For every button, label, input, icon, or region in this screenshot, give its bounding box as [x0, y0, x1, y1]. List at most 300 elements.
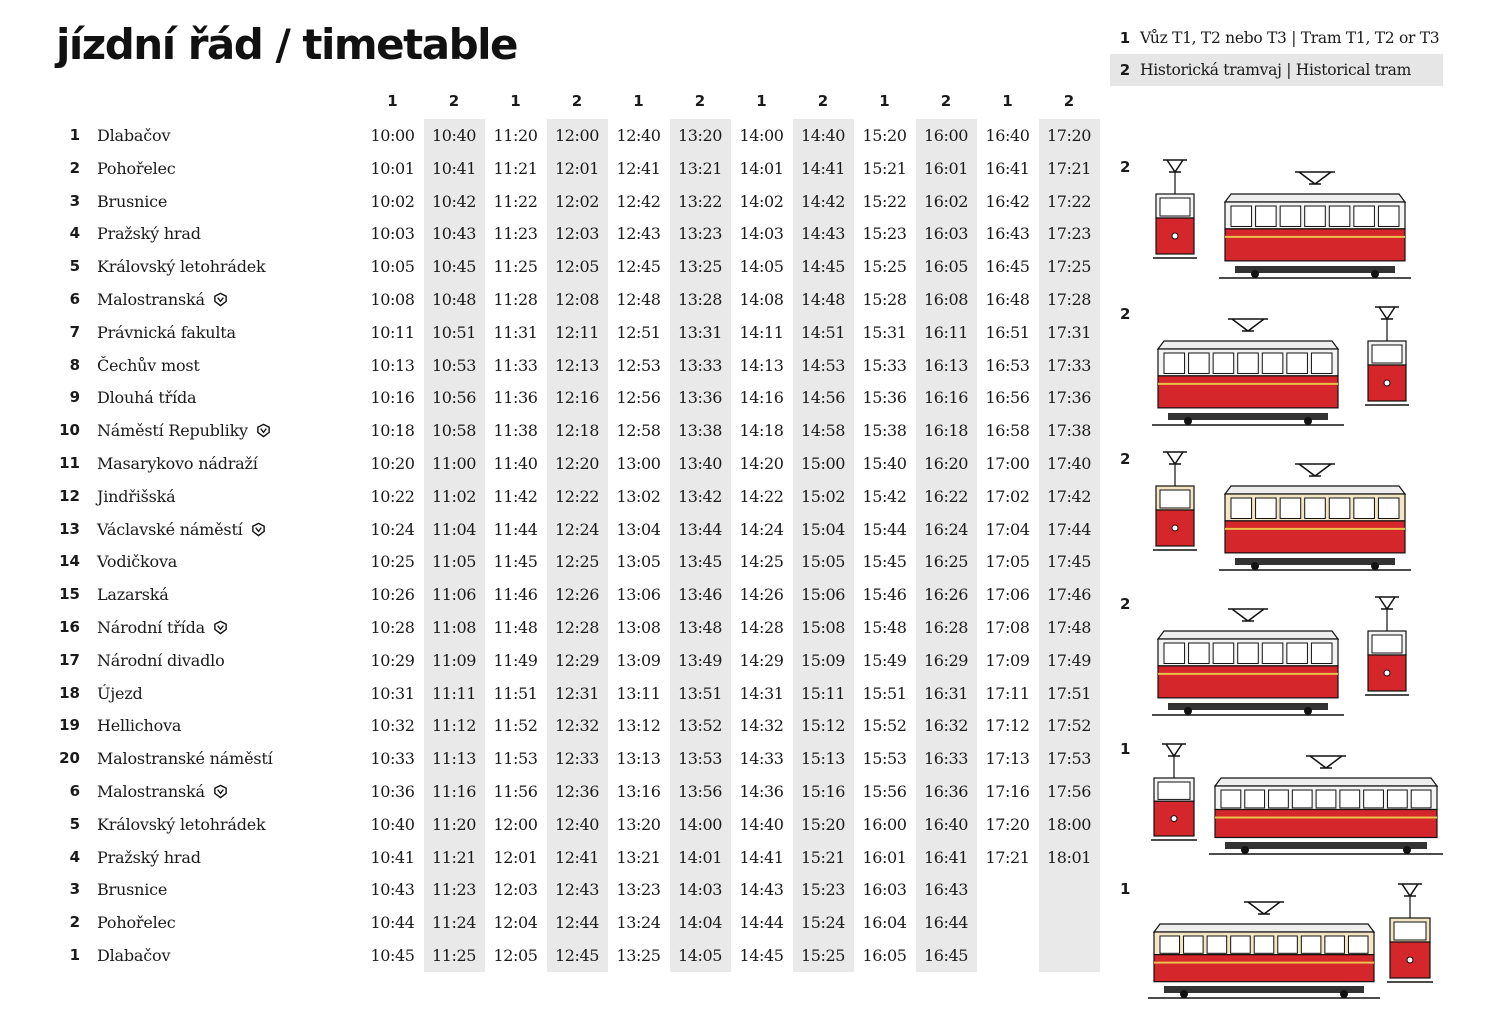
stop-name: Vodičkova: [97, 552, 178, 572]
stop-number: 13: [59, 519, 80, 538]
departure-time: 15:11: [800, 683, 846, 703]
departure-time: 10:40: [431, 126, 477, 145]
departure-time: 14:41: [739, 847, 784, 867]
departure-time: 17:42: [1046, 486, 1092, 506]
departure-time: 15:02: [800, 486, 846, 506]
departure-time: 11:16: [431, 781, 477, 801]
departure-time: 15:52: [862, 716, 907, 736]
departure-time: 13:40: [677, 453, 723, 473]
departure-time: 10:05: [370, 257, 415, 277]
departure-time: 16:00: [923, 126, 969, 145]
departure-time: 12:40: [554, 814, 600, 834]
departure-time: 16:01: [923, 158, 969, 178]
departure-time: 10:08: [370, 289, 415, 309]
departure-time: 15:08: [800, 617, 846, 637]
departure-time: 11:31: [493, 322, 538, 342]
departure-time: 11:20: [431, 814, 477, 834]
departure-time: 12:03: [493, 880, 538, 900]
departure-time: 14:16: [739, 388, 784, 408]
tram-group: [1110, 595, 1450, 715]
departure-time: 11:24: [431, 913, 477, 933]
stop-number: 3: [69, 191, 80, 210]
stop-number: 12: [59, 486, 80, 505]
departure-time: 16:26: [923, 585, 969, 605]
departure-time: 16:42: [985, 191, 1030, 211]
departure-time: 17:08: [985, 617, 1030, 637]
departure-time: 12:42: [616, 191, 661, 211]
stop-name-cell: [97, 454, 258, 473]
departure-time: 16:24: [923, 519, 969, 539]
departure-time: 13:33: [677, 355, 723, 375]
departure-time: 10:13: [370, 355, 415, 375]
table-row: [0, 743, 1100, 776]
stop-name: Václavské náměstí: [97, 519, 243, 539]
departure-time: 11:45: [493, 552, 538, 572]
departure-time: 11:25: [493, 257, 538, 277]
departure-time: 14:43: [800, 224, 846, 244]
departure-time: 17:02: [985, 486, 1030, 506]
departure-time: 17:20: [985, 814, 1030, 834]
departure-time: 10:20: [370, 453, 415, 473]
departure-time: 11:48: [493, 617, 538, 637]
departure-time: 12:41: [554, 847, 600, 867]
table-row: [0, 284, 1100, 317]
departure-time: 14:13: [739, 355, 784, 375]
departure-time: 10:56: [431, 388, 477, 408]
departure-time: 10:45: [431, 257, 477, 277]
departure-time: 12:51: [616, 322, 661, 342]
departure-time: 15:49: [862, 650, 907, 670]
departure-time: 11:11: [431, 683, 477, 703]
stop-name: Právnická fakulta: [97, 322, 236, 342]
departure-time: 12:00: [493, 814, 538, 834]
stop-name: Pohořelec: [97, 913, 176, 933]
departure-time: 14:51: [800, 322, 846, 342]
departure-time: 14:22: [739, 486, 784, 506]
departure-time: 11:22: [493, 191, 538, 211]
legend-code: 2: [1119, 61, 1131, 79]
departure-time: 17:22: [1046, 191, 1092, 211]
departure-time: 17:40: [1046, 453, 1092, 473]
tram-type-code: 2: [1120, 595, 1131, 613]
departure-time: 16:02: [923, 191, 969, 211]
departure-time: 14:04: [677, 913, 723, 933]
departure-time: 17:51: [1046, 683, 1092, 703]
stop-name: Malostranská: [97, 289, 205, 309]
stop-number: 6: [69, 289, 80, 308]
departure-time: 17:11: [985, 683, 1030, 703]
stop-name: Náměstí Republiky: [97, 421, 248, 441]
column-type-header: 1: [633, 92, 644, 110]
departure-time: 16:48: [985, 289, 1030, 309]
departure-time: 10:00: [370, 126, 415, 145]
departure-time: 14:01: [677, 847, 723, 867]
metro-transfer-icon: [213, 784, 228, 799]
departure-time: 11:52: [493, 716, 538, 736]
departure-time: 11:42: [493, 486, 538, 506]
stop-number: 8: [69, 355, 80, 374]
stop-name-cell: [97, 684, 143, 703]
stop-name-cell: [97, 192, 167, 211]
stop-name: Brusnice: [97, 191, 168, 211]
departure-time: 14:48: [800, 289, 846, 309]
departure-time: 14:08: [739, 289, 784, 309]
departure-time: 16:03: [862, 880, 907, 900]
column-type-header: 2: [1063, 92, 1075, 110]
departure-time: 17:12: [985, 716, 1030, 736]
departure-time: 15:51: [862, 683, 907, 703]
table-row: [0, 218, 1100, 251]
column-type-header: 1: [510, 92, 521, 110]
departure-time: 14:42: [800, 191, 846, 211]
departure-time: 12:29: [554, 650, 600, 670]
stop-number: 15: [59, 585, 80, 604]
stop-name-cell: [97, 651, 225, 670]
departure-time: 13:25: [677, 257, 723, 277]
departure-time: 14:03: [677, 880, 723, 900]
stop-name: Újezd: [97, 683, 143, 703]
departure-time: 10:45: [370, 945, 415, 965]
departure-time: 15:21: [862, 158, 907, 178]
departure-time: 16:41: [923, 847, 969, 867]
stop-name-cell: [97, 716, 181, 735]
stop-name-cell: [97, 520, 266, 539]
departure-time: 16:29: [923, 650, 969, 670]
departure-time: 11:28: [493, 289, 538, 309]
departure-time: 11:49: [493, 650, 538, 670]
departure-time: 11:38: [493, 421, 538, 441]
tram-drawing: [1140, 595, 1445, 724]
departure-time: 13:42: [677, 486, 723, 506]
departure-time: 10:02: [370, 191, 415, 211]
timetable-header: [0, 90, 1100, 116]
departure-time: 17:09: [985, 650, 1030, 670]
stop-number: 10: [59, 421, 80, 440]
legend-text: Historická tramvaj | Historical tram: [1140, 61, 1411, 79]
tram-illustrations: [1110, 110, 1450, 980]
departure-time: 11:08: [431, 617, 477, 637]
departure-time: 17:13: [985, 749, 1030, 769]
departure-time: 16:05: [862, 945, 907, 965]
departure-time: 15:36: [862, 388, 907, 408]
departure-time: 12:58: [616, 421, 661, 441]
column-type-header: 1: [1002, 92, 1013, 110]
departure-time: 14:44: [739, 913, 784, 933]
departure-time: 15:42: [862, 486, 907, 506]
departure-time: 17:00: [985, 453, 1030, 473]
departure-time: 13:56: [677, 781, 723, 801]
departure-time: 17:16: [985, 781, 1030, 801]
departure-time: 10:58: [431, 421, 477, 441]
departure-time: 14:00: [677, 814, 723, 834]
departure-time: 16:00: [862, 814, 907, 834]
departure-time: 15:53: [862, 749, 907, 769]
stop-name-cell: [97, 323, 236, 342]
stop-name: Pohořelec: [97, 158, 176, 178]
table-row: [0, 579, 1100, 612]
table-row: [0, 710, 1100, 743]
departure-time: 12:41: [616, 158, 661, 178]
departure-time: 17:52: [1046, 716, 1092, 736]
departure-time: 14:41: [800, 158, 846, 178]
column-type-header: 2: [817, 92, 829, 110]
departure-time: 14:58: [800, 421, 846, 441]
stop-name: Čechův most: [97, 355, 200, 375]
departure-time: 10:31: [370, 683, 415, 703]
departure-time: 10:22: [370, 486, 415, 506]
departure-time: 13:45: [677, 552, 723, 572]
departure-time: 13:04: [616, 519, 661, 539]
departure-time: 10:26: [370, 585, 415, 605]
stop-name-cell: [97, 159, 176, 178]
legend-text: Vůz T1, T2 nebo T3 | Tram T1, T2 or T3: [1140, 29, 1440, 47]
departure-time: 12:40: [616, 126, 661, 145]
departure-time: 10:51: [431, 322, 477, 342]
departure-time: 15:09: [800, 650, 846, 670]
departure-time: 12:02: [554, 191, 600, 211]
tram-type-code: 1: [1120, 740, 1131, 758]
departure-time: 16:13: [923, 355, 969, 375]
departure-time: 10:40: [370, 814, 415, 834]
departure-time: 17:38: [1046, 421, 1092, 441]
departure-time: 11:53: [493, 749, 538, 769]
departure-time: 11:23: [431, 880, 477, 900]
departure-time: 16:25: [923, 552, 969, 572]
stop-number: 18: [59, 683, 80, 702]
departure-time: 13:20: [616, 814, 661, 834]
departure-time: 17:46: [1046, 585, 1092, 605]
stop-name-cell: [97, 552, 177, 571]
departure-time: 13:48: [677, 617, 723, 637]
departure-time: 13:44: [677, 519, 723, 539]
departure-time: 10:18: [370, 421, 415, 441]
departure-time: 15:45: [862, 552, 907, 572]
departure-time: 16:31: [923, 683, 969, 703]
departure-time: 10:28: [370, 617, 415, 637]
departure-time: 13:11: [616, 683, 661, 703]
stop-name-cell: [97, 618, 228, 637]
stop-name-cell: [97, 487, 176, 506]
departure-time: 12:24: [554, 519, 600, 539]
departure-time: 13:53: [677, 749, 723, 769]
departure-time: 14:45: [739, 945, 784, 965]
stop-name: Národní třída: [97, 617, 205, 637]
departure-time: 12:25: [554, 552, 600, 572]
stop-name: Malostranské náměstí: [97, 749, 273, 769]
departure-time: 12:05: [554, 257, 600, 277]
column-type-header: 1: [879, 92, 890, 110]
departure-time: 14:01: [739, 158, 784, 178]
departure-time: 11:46: [493, 585, 538, 605]
table-row: [0, 481, 1100, 514]
table-row: [0, 415, 1100, 448]
departure-time: 13:52: [677, 716, 723, 736]
tram-group: [1110, 305, 1450, 425]
stop-name-cell: [97, 224, 201, 243]
departure-time: 16:43: [923, 880, 969, 900]
departure-time: 11:56: [493, 781, 538, 801]
departure-time: 14:02: [739, 191, 784, 211]
departure-time: 13:21: [677, 158, 723, 178]
table-row: [0, 842, 1100, 875]
stop-name: Královský letohrádek: [97, 257, 266, 277]
departure-time: 17:21: [985, 847, 1030, 867]
stop-name-cell: [97, 946, 170, 965]
stop-name: Pražský hrad: [97, 224, 201, 244]
tram-type-code: 1: [1120, 880, 1131, 898]
tram-type-code: 2: [1120, 158, 1131, 176]
departure-time: 15:46: [862, 585, 907, 605]
departure-time: 13:09: [616, 650, 661, 670]
departure-time: 14:00: [739, 126, 784, 145]
stop-number: 5: [69, 814, 80, 833]
departure-time: 15:24: [800, 913, 846, 933]
departure-time: 15:20: [800, 814, 846, 834]
departure-time: 15:21: [800, 847, 846, 867]
stop-name: Brusnice: [97, 880, 168, 900]
departure-time: 17:44: [1046, 519, 1092, 539]
departure-time: 12:11: [554, 322, 600, 342]
departure-time: 15:04: [800, 519, 846, 539]
departure-time: 10:11: [370, 322, 415, 342]
table-row: [0, 776, 1100, 809]
departure-time: 15:25: [862, 257, 907, 277]
departure-time: 17:45: [1046, 552, 1092, 572]
departure-time: 10:53: [431, 355, 477, 375]
departure-time: 16:01: [862, 847, 907, 867]
departure-time: 16:40: [985, 126, 1030, 145]
tram-group: [1110, 740, 1450, 860]
stop-name: Dlabačov: [97, 126, 171, 145]
stop-number: 5: [69, 257, 80, 276]
departure-time: 14:05: [739, 257, 784, 277]
departure-time: 17:33: [1046, 355, 1092, 375]
metro-transfer-icon: [251, 522, 266, 537]
table-row: [0, 678, 1100, 711]
departure-time: 12:05: [493, 945, 538, 965]
departure-time: 10:24: [370, 519, 415, 539]
departure-time: 10:41: [370, 847, 415, 867]
departure-time: 11:51: [493, 683, 538, 703]
departure-time: 10:25: [370, 552, 415, 572]
departure-time: 12:18: [554, 421, 600, 441]
stop-name-cell: [97, 848, 201, 867]
departure-time: 16:22: [923, 486, 969, 506]
departure-time: 14:20: [739, 453, 784, 473]
stop-number: 4: [69, 847, 80, 866]
column-type-header: 1: [387, 92, 398, 110]
departure-time: 14:18: [739, 421, 784, 441]
table-row: [0, 645, 1100, 678]
departure-time: 15:22: [862, 191, 907, 211]
departure-time: 14:24: [739, 519, 784, 539]
departure-time: 14:33: [739, 749, 784, 769]
departure-time: 11:21: [493, 158, 538, 178]
departure-time: 18:01: [1046, 847, 1092, 867]
departure-time: 15:56: [862, 781, 907, 801]
departure-time: 15:38: [862, 421, 907, 441]
departure-time: 12:16: [554, 388, 600, 408]
departure-time: 10:16: [370, 388, 415, 408]
legend-code: 1: [1119, 29, 1131, 47]
tram-type-code: 2: [1120, 305, 1131, 323]
departure-time: 16:32: [923, 716, 969, 736]
departure-time: 16:18: [923, 421, 969, 441]
departure-time: 12:36: [554, 781, 600, 801]
stop-name: Masarykovo nádraží: [97, 453, 258, 473]
departure-time: 16:03: [923, 224, 969, 244]
departure-time: 14:29: [739, 650, 784, 670]
departure-time: 17:53: [1046, 749, 1092, 769]
stop-number: 1: [69, 945, 80, 964]
metro-transfer-icon: [213, 292, 228, 307]
departure-time: 12:45: [554, 945, 600, 965]
departure-time: 15:48: [862, 617, 907, 637]
departure-time: 12:44: [554, 913, 600, 933]
departure-time: 17:36: [1046, 388, 1092, 408]
departure-time: 14:43: [739, 880, 784, 900]
departure-time: 13:16: [616, 781, 661, 801]
departure-time: 11:09: [431, 650, 477, 670]
departure-time: 16:45: [985, 257, 1030, 277]
departure-time: 17:06: [985, 585, 1030, 605]
departure-time: 15:28: [862, 289, 907, 309]
departure-time: 12:48: [616, 289, 661, 309]
departure-time: 13:23: [616, 880, 661, 900]
departure-time: 11:02: [431, 486, 477, 506]
tram-group: [1110, 158, 1450, 278]
departure-time: 13:36: [677, 388, 723, 408]
stop-number: 19: [59, 716, 80, 735]
stop-name-cell: [97, 880, 167, 899]
departure-time: 13:05: [616, 552, 661, 572]
departure-time: 16:56: [985, 388, 1030, 408]
departure-time: 11:13: [431, 749, 477, 769]
departure-time: 16:51: [985, 322, 1030, 342]
table-row: [0, 120, 1100, 153]
departure-time: 13:23: [677, 224, 723, 244]
departure-time: 16:20: [923, 453, 969, 473]
departure-time: 12:32: [554, 716, 600, 736]
departure-time: 12:00: [554, 126, 600, 145]
departure-time: 10:43: [370, 880, 415, 900]
departure-time: 15:25: [800, 945, 846, 965]
departure-time: 17:49: [1046, 650, 1092, 670]
departure-time: 17:56: [1046, 781, 1092, 801]
departure-time: 15:23: [800, 880, 846, 900]
column-type-header: 2: [694, 92, 706, 110]
departure-time: 11:23: [493, 224, 538, 244]
departure-time: 12:03: [554, 224, 600, 244]
departure-time: 13:21: [616, 847, 661, 867]
stop-number: 4: [69, 224, 80, 243]
departure-time: 13:22: [677, 191, 723, 211]
departure-time: 14:56: [800, 388, 846, 408]
stop-name: Malostranská: [97, 781, 205, 801]
stop-name-cell: [97, 782, 228, 801]
tram-group: [1110, 880, 1450, 1000]
table-row: [0, 874, 1100, 907]
departure-time: 14:53: [800, 355, 846, 375]
tram-type-code: 2: [1120, 450, 1131, 468]
departure-time: 11:06: [431, 585, 477, 605]
table-row: [0, 940, 1100, 973]
stop-number: 2: [69, 158, 80, 177]
stop-name-cell: [97, 290, 228, 309]
legend-row-historic: [1110, 54, 1443, 86]
departure-time: 15:13: [800, 749, 846, 769]
departure-time: 12:43: [554, 880, 600, 900]
